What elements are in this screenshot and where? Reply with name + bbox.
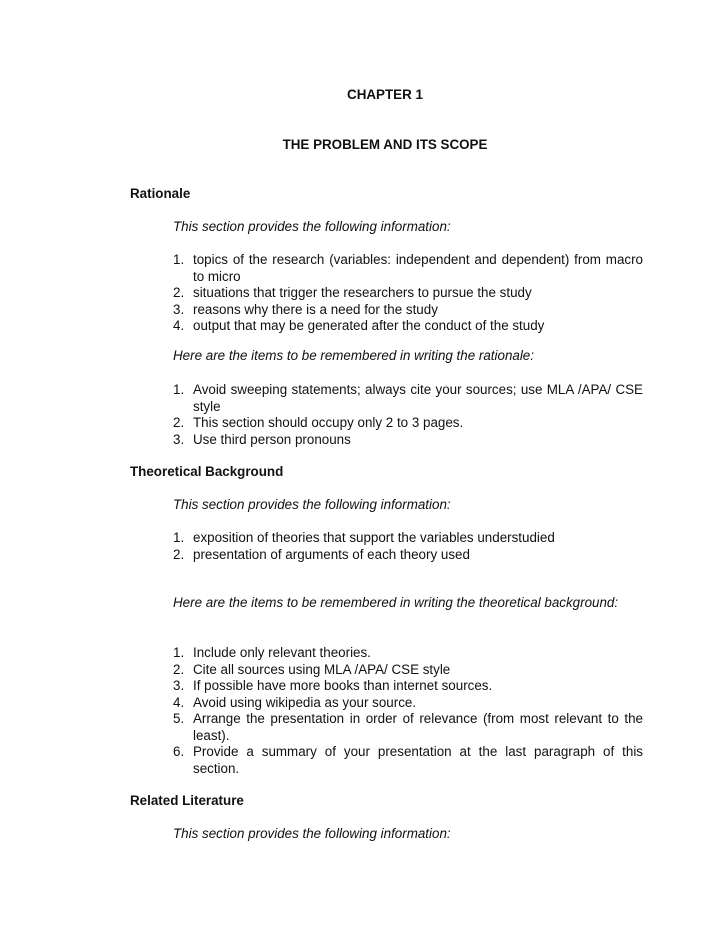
list-item-text: exposition of theories that support the variables understudied bbox=[193, 530, 555, 545]
list-item bbox=[173, 318, 643, 335]
list-item-text: Provide a summary of your presentation at the last paragraph of this section. bbox=[193, 744, 643, 776]
list-item bbox=[173, 530, 643, 547]
list-item bbox=[173, 547, 643, 564]
list-number: 3. bbox=[173, 431, 185, 447]
list-item-text: Arrange the presentation in order of relevance (from most relevant to the least). bbox=[193, 711, 643, 743]
list-item-text: Avoid using wikipedia as your source. bbox=[193, 694, 417, 710]
list-item-text: This section should occupy only 2 to 3 pages. bbox=[193, 415, 464, 430]
list-item bbox=[173, 252, 643, 285]
list-item bbox=[173, 645, 643, 662]
section-heading-theoretical: Theoretical Background bbox=[130, 464, 284, 479]
list-number: 3. bbox=[173, 301, 185, 317]
theoretical-remember-list bbox=[173, 645, 643, 777]
list-number: 2. bbox=[173, 415, 185, 430]
list-item bbox=[173, 432, 643, 449]
related-intro: This section provides the following information: bbox=[173, 826, 451, 841]
list-item bbox=[173, 415, 643, 432]
rationale-remember-intro: Here are the items to be remembered in writing the rationale: bbox=[173, 348, 534, 363]
list-number: 1. bbox=[173, 645, 185, 660]
list-item bbox=[173, 744, 643, 777]
list-item bbox=[173, 302, 643, 319]
theoretical-info-list bbox=[173, 530, 643, 563]
list-number: 2. bbox=[173, 285, 185, 300]
list-item-text: output that may be generated after the conduct of the study bbox=[193, 318, 545, 333]
list-number: 4. bbox=[173, 694, 185, 710]
list-number: 1. bbox=[173, 530, 185, 545]
list-item bbox=[173, 662, 643, 679]
list-number: 2. bbox=[173, 546, 185, 562]
theoretical-remember-intro: Here are the items to be remembered in writing the theoretical background: bbox=[173, 595, 619, 610]
rationale-intro: This section provides the following information: bbox=[173, 219, 451, 234]
list-number: 4. bbox=[173, 318, 185, 333]
list-number: 1. bbox=[173, 382, 185, 397]
section-heading-rationale: Rationale bbox=[130, 186, 191, 201]
chapter-title: CHAPTER 1 bbox=[347, 87, 423, 102]
list-number: 6. bbox=[173, 744, 185, 759]
rationale-remember-list bbox=[173, 382, 643, 448]
list-item-text: topics of the research (variables: independent and dependent) from macro to micro bbox=[193, 252, 643, 284]
list-number: 3. bbox=[173, 678, 185, 693]
list-item bbox=[173, 382, 643, 415]
list-item-text: presentation of arguments of each theory used bbox=[193, 546, 470, 562]
list-number: 1. bbox=[173, 252, 185, 267]
list-item bbox=[173, 711, 643, 744]
list-item-text: reasons why there is a need for the study bbox=[193, 301, 438, 317]
list-item-text: If possible have more books than internet sources. bbox=[193, 678, 493, 693]
list-item-text: Use third person pronouns bbox=[193, 431, 351, 447]
theoretical-intro: This section provides the following information: bbox=[173, 497, 451, 512]
list-item-text: situations that trigger the researchers to pursue the study bbox=[193, 285, 532, 300]
list-item-text: Avoid sweeping statements; always cite your sources; use MLA /APA/ CSE style bbox=[193, 382, 643, 414]
rationale-info-list bbox=[173, 252, 643, 335]
list-item bbox=[173, 695, 643, 712]
chapter-subtitle: THE PROBLEM AND ITS SCOPE bbox=[282, 137, 488, 152]
list-number: 5. bbox=[173, 711, 185, 726]
list-item-text: Include only relevant theories. bbox=[193, 645, 371, 660]
list-item-text: Cite all sources using MLA /APA/ CSE style bbox=[193, 661, 451, 677]
section-heading-related: Related Literature bbox=[130, 793, 244, 808]
list-item bbox=[173, 285, 643, 302]
list-number: 2. bbox=[173, 661, 185, 677]
list-item bbox=[173, 678, 643, 695]
